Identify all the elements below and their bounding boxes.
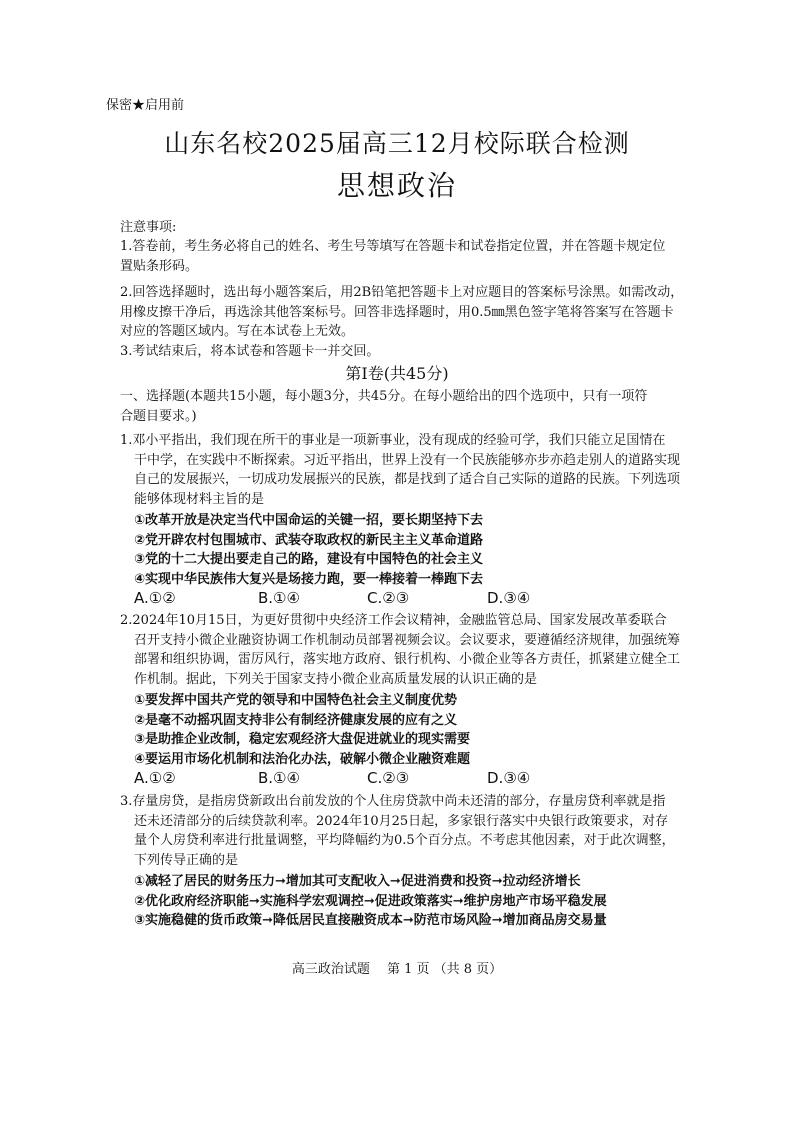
statement-4: ④实现中华民族伟大复兴是场接力跑，要一棒接着一棒跑下去 <box>134 571 484 587</box>
question-1-items <box>134 511 483 589</box>
note-1-line-2: 置贴条形码。 <box>120 258 199 274</box>
statement-2: ②党开辟农村包围城市、武装夺取政权的新民主主义革命道路 <box>134 532 484 548</box>
statement-2: ②优化政府经济职能➞实施科学宏观调控➞促进政策落实➞维护房地产市场平稳发展 <box>134 893 607 909</box>
section-intro <box>120 387 647 426</box>
q1-option-c[interactable]: C.②③ <box>367 589 410 607</box>
question-2-stem <box>120 611 680 689</box>
stem-line: 量个人房贷利率进行批量调整，平均降幅约为0.5个百分点。不考虑其他因素，对于此次调整， <box>134 833 675 849</box>
stem-line: 作机制。据此，下列关于国家支持小微企业高质量发展的认识正确的是 <box>134 671 538 687</box>
note-3: 3.考试结束后，将本试卷和答题卡一并交回。 <box>120 344 380 359</box>
note-1 <box>120 237 665 276</box>
note-1-line-1: 1.答卷前，考生务必将自己的姓名、考生号等填写在答题卡和试卷指定位置，并在答题卡规定位 <box>120 239 666 254</box>
stem-line: 下列传导正确的是 <box>134 852 239 868</box>
stem-line: 2.2024年10月15日，为更好贯彻中央经济工作会议精神，金融监管总局、国家发展改革委联合 <box>120 613 667 628</box>
statement-3: ③实施稳健的货币政策➞降低居民直接融资成本➞防范市场风险➞增加商品房交易量 <box>134 913 607 929</box>
statement-1: ①改革开放是决定当代中国命运的关键一招，要长期坚持下去 <box>134 513 484 528</box>
section-intro-line-1: 一、选择题(本题共15小题，每小题3分，共45分。在每小题给出的四个选项中，只有一项符 <box>120 389 648 404</box>
section-intro-line-2: 合题目要求。) <box>120 408 197 424</box>
q2-option-a[interactable]: A.①② <box>134 769 176 787</box>
stem-line: 3.存量房贷，是指房贷新政出台前发放的个人住房贷款中尚未还清的部分，存量房贷利率就是指 <box>120 794 666 809</box>
stem-line: 部署和组织协调，雷厉风行，落实地方政府、银行机构、小微企业等各方责任，抓紧建立健全工 <box>134 652 681 668</box>
page-footer: 高三政治试题 第 1 页 （共 8 页） <box>291 962 503 977</box>
note-2 <box>120 283 683 342</box>
q1-option-a[interactable]: A.①② <box>134 589 176 607</box>
q1-option-d[interactable]: D.③④ <box>487 589 531 607</box>
q2-option-d[interactable]: D.③④ <box>487 769 531 787</box>
stem-line: 干中学，在实践中不断探索。习近平指出，世界上没有一个民族能够亦步亦趋走别人的道路实现 <box>134 452 681 468</box>
stem-line: 1.邓小平指出，我们现在所干的事业是一项新事业，没有现成的经验可学，我们只能立足国情在 <box>120 433 666 448</box>
question-1-stem <box>120 431 680 509</box>
note-2-line-3: 对应的答题区域内。写在本试卷上无效。 <box>120 324 355 340</box>
note-2-line-1: 2.回答选择题时，选出每小题答案后，用2B铅笔把答题卡上对应题目的答案标号涂黑。如需改动， <box>120 285 684 300</box>
q2-option-b[interactable]: B.①④ <box>258 769 300 787</box>
question-2-items <box>134 691 470 769</box>
question-3-items <box>134 872 607 931</box>
statement-4: ④要运用市场化机制和法治化办法，破解小微企业融资难题 <box>134 751 471 767</box>
confidential-label: 保密★启用前 <box>106 98 185 113</box>
question-3-stem <box>120 792 675 870</box>
stem-line: 能够体现材料主旨的是 <box>134 491 265 507</box>
section-title: 第I卷(共45分) <box>345 364 449 383</box>
statement-3: ③是助推企业改制，稳定宏观经济大盘促进就业的现实需要 <box>134 732 471 748</box>
q1-option-b[interactable]: B.①④ <box>258 589 300 607</box>
statement-3: ③党的十二大提出要走自己的路，建设有中国特色的社会主义 <box>134 552 484 568</box>
stem-line: 自己的发展振兴，一切成功发展振兴的民族，都是找到了适合自己实际的道路的民族。下列选项 <box>134 472 681 488</box>
notes-heading: 注意事项: <box>120 220 177 235</box>
subject-title: 思想政治 <box>336 169 457 202</box>
statement-1: ①要发挥中国共产党的领导和中国特色社会主义制度优势 <box>134 693 458 708</box>
statement-2: ②是毫不动摇巩固支持非公有制经济健康发展的应有之义 <box>134 712 458 728</box>
stem-line: 召开支持小微企业融资协调工作机制动员部署视频会议。会议要求，要遵循经济规律，加强统筹 <box>134 632 681 648</box>
statement-1: ①减轻了居民的财务压力➞增加其可支配收入➞促进消费和投资➞拉动经济增长 <box>134 874 581 889</box>
exam-title: 山东名校2025届高三12月校际联合检测 <box>164 129 630 158</box>
stem-line: 还未还清部分的后续贷款利率。2024年10月25日起，多家银行落实中央银行政策要求，对存 <box>134 813 669 829</box>
q2-option-c[interactable]: C.②③ <box>367 769 410 787</box>
note-2-line-2: 用橡皮擦干净后，再选涂其他答案标号。回答非选择题时，用0.5㎜黑色签字笔将答案写在答题卡 <box>120 304 674 320</box>
